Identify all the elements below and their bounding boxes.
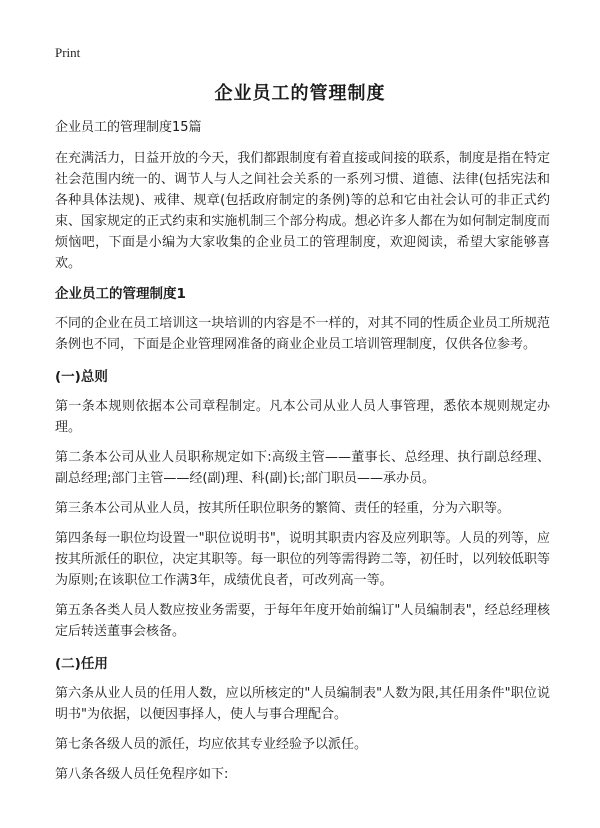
article-8: 第八条各级人员任免程序如下:	[55, 767, 229, 782]
document-subtitle: 企业员工的管理制度15篇	[55, 120, 202, 135]
general-provisions-heading: (一)总则	[55, 369, 108, 385]
article-5: 第五条各类人员人数应按业务需要，于每年年度开始前编订"人员编制表"，经总经理核定后转送董事会核备。	[55, 603, 550, 639]
article-6: 第六条从业人员的任用人数，应以所核定的"人员编制表"人数为限,其任用条件"职位说明书"为依据，以便因事择人，使人与事合理配合。	[55, 686, 550, 722]
section-heading-1: 企业员工的管理制度1	[55, 286, 186, 302]
article-1: 第一条本规则依据本公司章程制定。凡本公司从业人员人事管理，悉依本规则规定办理。	[55, 399, 550, 435]
article-4: 第四条每一职位均设置一"职位说明书"，说明其职责内容及应列职等。人员的列等，应按其所派任的职位，决定其职等。每一职位的列等需得跨二等，初任时，以列较低职等为原则;在该职位工作满3年，成绩优良者，可改列高一等。	[55, 531, 550, 588]
document-body	[55, 118, 550, 794]
page-title: 企业员工的管理制度	[214, 83, 386, 104]
article-7: 第七条各级人员的派任，均应依其专业经验予以派任。	[55, 737, 368, 752]
article-3: 第三条本公司从业人员，按其所任职位职务的繁简、责任的轻重，分为六职等。	[55, 501, 511, 516]
appointment-heading: (二)任用	[55, 656, 108, 672]
intro-paragraph: 在充满活力，日益开放的今天，我们都跟制度有着直接或间接的联系，制度是指在特定社会范围内统一的、调节人与人之间社会关系的一系列习惯、道德、法律(包括宪法和各种具体法规)、戒律、规章(包括政府制定的条例)等的总和它由社会认可的非正式约束、国家规定的正式约束和实施机制三个部分构成。想必许多人都在为如何制定制度而烦恼吧，下面是小编为大家收集的企业员工的管理制度，欢迎阅读，希望大家能够喜欢。	[55, 151, 550, 271]
section1-intro-paragraph: 不同的企业在员工培训这一块培训的内容是不一样的，对其不同的性质企业员工所规范条例也不同，下面是企业管理网准备的商业企业员工培训管理制度，仅供各位参考。	[55, 316, 550, 352]
article-2: 第二条本公司从业人员职称规定如下:高级主管——董事长、总经理、执行副总经理、副总经理;部门主管——经(副)理、科(副)长;部门职员——承办员。	[55, 450, 550, 486]
print-label[interactable]: Print	[55, 45, 81, 60]
